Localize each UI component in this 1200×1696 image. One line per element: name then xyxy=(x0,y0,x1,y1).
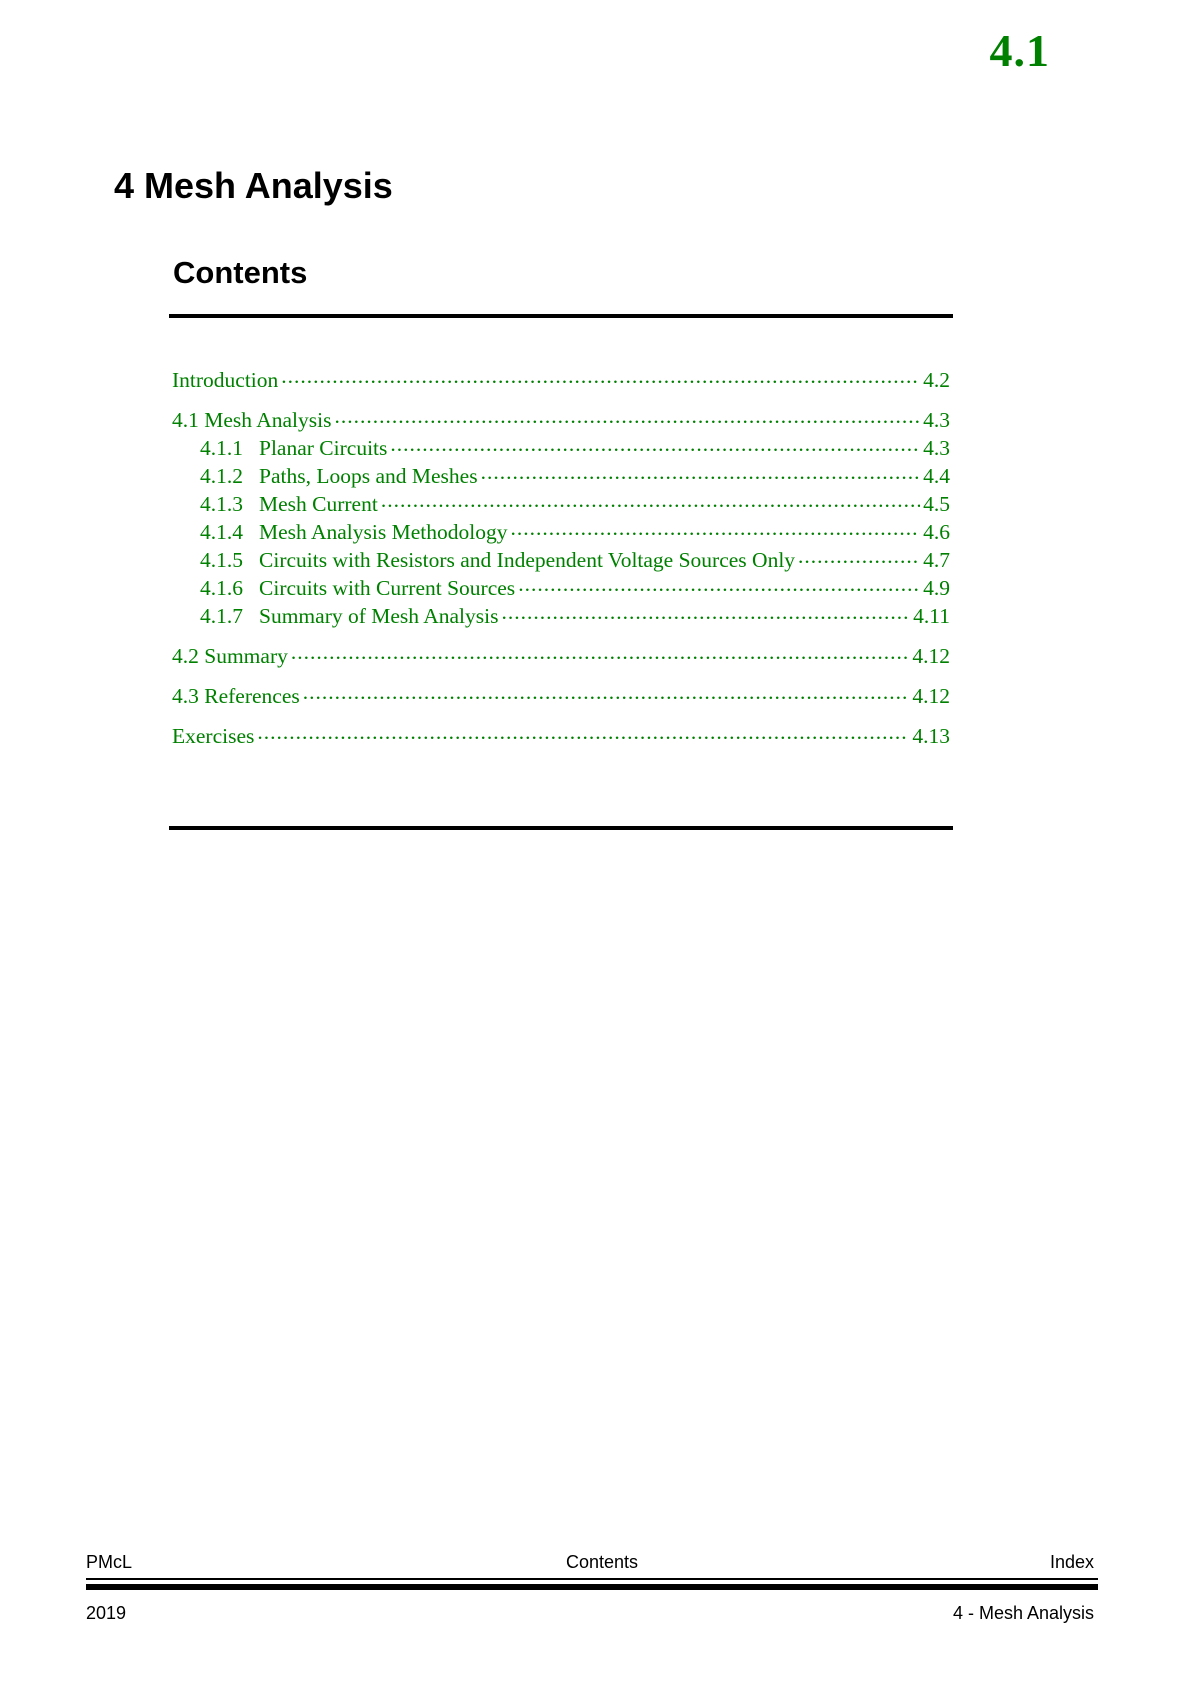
toc-entry-page: 4.13 xyxy=(912,723,950,748)
dot-leader xyxy=(381,489,920,511)
toc-entry-references[interactable] xyxy=(172,681,950,709)
contents-bottom-divider xyxy=(169,826,953,830)
dot-leader xyxy=(518,573,920,595)
toc-entry-label: Exercises xyxy=(172,723,255,748)
footer-year: 2019 xyxy=(86,1603,127,1623)
toc-entry-label: 4.1 Mesh Analysis xyxy=(172,407,332,432)
toc-entry-number: 4.1.4 xyxy=(200,519,243,544)
toc-entry-label: Planar Circuits xyxy=(259,435,388,460)
toc-entry-current-sources[interactable] xyxy=(172,573,950,601)
toc-entry-page: 4.4 xyxy=(923,463,950,488)
contents-top-divider xyxy=(169,314,953,318)
toc-entry-label: Introduction xyxy=(172,367,279,392)
footer-info xyxy=(86,1603,1094,1627)
toc-entry-introduction[interactable] xyxy=(172,365,950,393)
contents-heading: Contents xyxy=(173,255,308,290)
toc-entry-label: Summary of Mesh Analysis xyxy=(259,603,499,628)
toc-entry-page: 4.12 xyxy=(912,643,950,668)
footer-chapter-name: 4 - Mesh Analysis xyxy=(952,1603,1094,1623)
dot-leader xyxy=(798,545,920,567)
toc-entry-number: 4.1.3 xyxy=(200,491,243,516)
toc-entry-page: 4.11 xyxy=(913,603,950,628)
dot-leader xyxy=(291,641,910,663)
toc-entry-number: 4.1.2 xyxy=(200,463,243,488)
dot-leader xyxy=(281,365,920,387)
toc-entry-page: 4.12 xyxy=(912,683,950,708)
dot-leader xyxy=(334,405,920,427)
toc-entry-label: Paths, Loops and Meshes xyxy=(259,463,478,488)
toc-entry-page: 4.3 xyxy=(923,407,950,432)
toc-entry-label: 4.3 References xyxy=(172,683,300,708)
toc-entry-label: Mesh Current xyxy=(259,491,378,516)
footer-divider-thick xyxy=(86,1584,1098,1590)
toc-entry-mesh-analysis[interactable] xyxy=(172,405,950,433)
dot-leader xyxy=(510,517,920,539)
toc-entry-mesh-current[interactable] xyxy=(172,489,950,517)
toc-entry-page: 4.3 xyxy=(923,435,950,460)
dot-leader xyxy=(481,461,921,483)
toc-entry-label: 4.2 Summary xyxy=(172,643,288,668)
toc-entry-label: Mesh Analysis Methodology xyxy=(259,519,508,544)
dot-leader xyxy=(390,433,920,455)
dot-leader xyxy=(303,681,910,703)
chapter-title: 4 Mesh Analysis xyxy=(114,165,393,206)
dot-leader xyxy=(501,601,910,623)
toc-entry-summary[interactable] xyxy=(172,641,950,669)
toc-entry-label: Circuits with Current Sources xyxy=(259,575,516,600)
toc-entry-paths-loops-meshes[interactable] xyxy=(172,461,950,489)
toc-entry-exercises[interactable] xyxy=(172,721,950,749)
toc-entry-page: 4.5 xyxy=(923,491,950,516)
toc-entry-page: 4.2 xyxy=(923,367,950,392)
table-of-contents xyxy=(172,365,950,749)
page-number: 4.1 xyxy=(989,25,1050,76)
toc-entry-page: 4.9 xyxy=(923,575,950,600)
toc-entry-number: 4.1.7 xyxy=(200,603,243,628)
toc-entry-label: Circuits with Resistors and Independent Voltage Sources Only xyxy=(259,547,796,572)
toc-entry-page: 4.6 xyxy=(923,519,950,544)
toc-entry-planar-circuits[interactable] xyxy=(172,433,950,461)
footer-nav xyxy=(86,1552,1094,1576)
toc-entry-number: 4.1.1 xyxy=(200,435,243,460)
footer-contents-link[interactable]: Contents xyxy=(566,1552,639,1572)
footer-divider-thin xyxy=(86,1578,1098,1580)
footer-author: PMcL xyxy=(86,1552,133,1572)
toc-entry-methodology[interactable] xyxy=(172,517,950,545)
toc-entry-number: 4.1.5 xyxy=(200,547,243,572)
toc-entry-summary-of-mesh-analysis[interactable] xyxy=(172,601,950,629)
toc-entry-resistors-voltage-sources[interactable] xyxy=(172,545,950,573)
dot-leader xyxy=(257,721,909,743)
toc-entry-page: 4.7 xyxy=(923,547,950,572)
footer-index-link[interactable]: Index xyxy=(1049,1552,1094,1572)
toc-entry-number: 4.1.6 xyxy=(200,575,243,600)
